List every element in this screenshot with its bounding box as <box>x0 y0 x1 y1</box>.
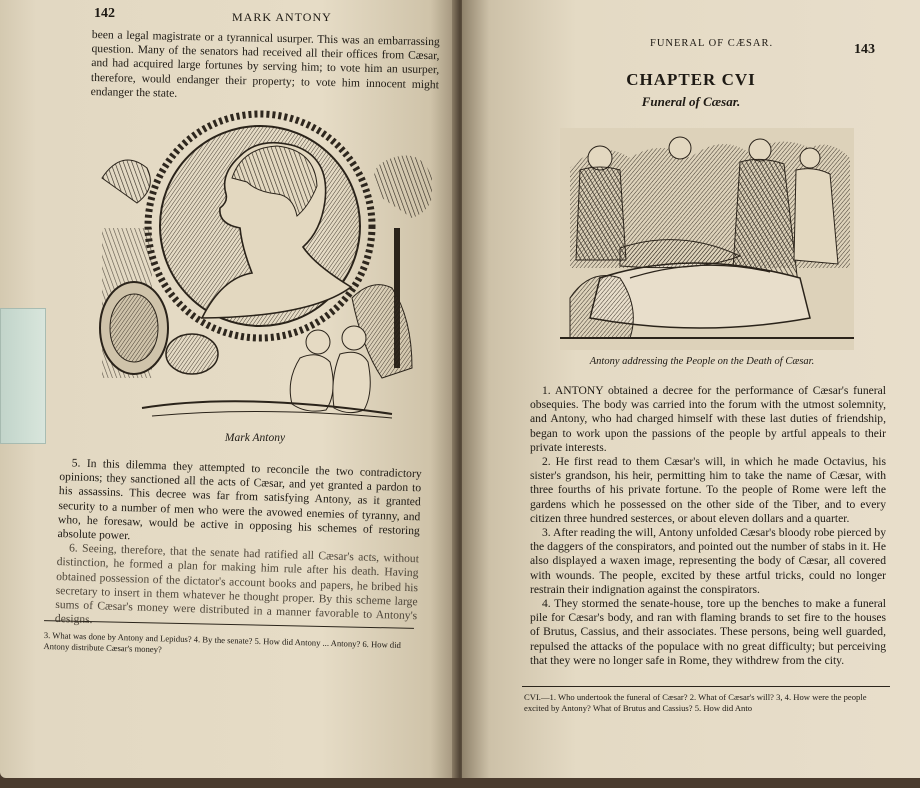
mark-antony-engraving <box>82 108 432 428</box>
left-illustration-caption: Mark Antony <box>224 432 286 444</box>
right-paragraph-2: 2. He first read to them Cæsar's will, in which he made Octavius, his sister's grandson, his heir, permitting him to take the name of Cæsar, with three fourths of his private fortune. To the people of Rome were left the gardens which he possessed on the other side of the Tiber, and to every citizen three hundred sesterces, or about eleven dollars and a quarter. <box>530 455 886 525</box>
chapter-title: CHAPTER CVI <box>626 70 756 89</box>
right-page <box>462 0 920 778</box>
left-footnote: 3. What was done by Antony and Lepidus? 4. By the senate? 5. How did Antony ... Antony? 6. How did Antony distribute Cæsar's money? <box>43 630 402 655</box>
right-footnote: CVI.—1. Who undertook the funeral of Cæsar? 2. What of Cæsar's will? 3, 4. How were the people excited by Antony? What of Brutus and Cassius? 5. How did Anto <box>524 692 867 713</box>
right-footnote-rule <box>522 686 890 687</box>
chapter-subtitle: Funeral of Cæsar. <box>641 94 741 109</box>
right-paragraph-3: 3. After reading the will, Antony unfolded Cæsar's bloody robe pierced by the daggers of the conspirators, and pointed out the number of stabs in it. He also displayed a waxen image, representing the body of Cæsar, all covered with wounds. The people, excited by these artful tricks, could no longer restrain their indignation against the conspirators. <box>530 526 886 596</box>
right-paragraph-1: 1. ANTONY obtained a decree for the performance of Cæsar's funeral obsequies. The body was carried into the forum with the utmost solemnity, and Antony, who had charged himself with these last duties of friendship, began to work upon the passions of the people by artful appeals to their private interests. <box>530 384 886 454</box>
funeral-engraving <box>560 128 854 350</box>
right-running-head: FUNERAL OF CÆSAR. <box>650 38 774 49</box>
right-illustration-caption: Antony addressing the People on the Death of Cæsar. <box>589 356 815 367</box>
left-page <box>0 0 458 778</box>
left-paragraph-5: 5. In this dilemma they attempted to reconcile the two contradictory opinions; they sanctioned all the acts of Cæsar, and yet granted a pardon to his assassins. This decree was far from satisfying Antony, as it granted security to a number of men who were the avowed enemies of tyranny, and who, he foresaw, would be active in opposing his schemes of restoring absolute power. <box>57 456 422 543</box>
right-paragraph-4: 4. They stormed the senate-house, tore up the benches to make a funeral pile for Cæsar's body, and ran with flaming brands to set fire to the houses of Brutus, Cassius, and their associates. These persons, being well guarded, repulsed the attacks of the populace with no great difficulty; but perceiving that they were no longer safe in Rome, they withdrew from the city. <box>530 597 886 667</box>
left-page-number: 142 <box>94 6 115 21</box>
left-top-paragraph: been a legal magistrate or a tyrannical usurper. This was an embarrassing question. Many of the senators had received all their offices from Cæsar, and had acquired large fortunes by serving him; to vote him an usurper, therefore, would endanger their property; to vote him innocent might endanger the state. <box>90 28 440 100</box>
page-marker-tab <box>0 308 46 444</box>
left-running-head: MARK ANTONY <box>232 10 332 24</box>
right-page-number: 143 <box>854 42 875 57</box>
left-paragraph-6: 6. Seeing, therefore, that the senate had ratified all Cæsar's acts, without distinction, he formed a plan for making him rule after his death. Having obtained possession of the dictator's account books and papers, he bribed his secretary to insert in them whatever he thought proper. By this scheme large sums of Cæsar's money were distributed in a manner favorable to Antony's designs. <box>54 541 420 627</box>
